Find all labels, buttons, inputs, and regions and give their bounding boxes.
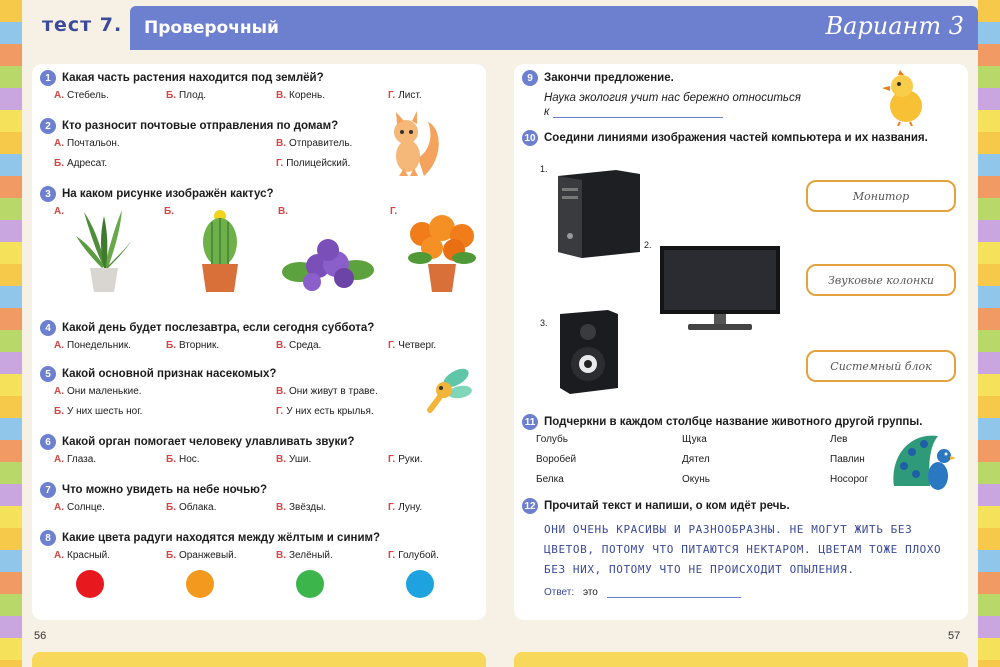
question-number: 10	[522, 130, 538, 146]
answer-option[interactable]: Б. Плод.	[166, 90, 207, 101]
image-option-violets[interactable]: В.	[278, 206, 378, 296]
question-text: Подчеркни в каждом столбце название животного другой группы.	[544, 416, 923, 428]
question-number: 8	[40, 530, 56, 546]
question-text: Какой день будет послезавтра, если сегодня суббота?	[62, 322, 375, 334]
answer-option[interactable]: В. Отправитель.	[276, 138, 353, 149]
orange-flowers-icon	[390, 206, 490, 296]
answer-option[interactable]: А. Понедельник.	[54, 340, 131, 351]
question-text: Прочитай текст и напиши, о ком идёт речь.	[544, 500, 790, 512]
chick-icon	[880, 70, 930, 126]
question-text: Соедини линиями изображения частей компьютера и их названия.	[544, 132, 928, 144]
answer-option[interactable]: Г. Луну.	[388, 502, 423, 513]
answer-line[interactable]	[607, 586, 741, 598]
answer-prefix: это	[582, 587, 598, 598]
question-6	[40, 434, 478, 470]
bottom-bar-left	[32, 652, 486, 667]
answer-option[interactable]: Г. Лист.	[388, 90, 422, 101]
read-text-line: ОНИ ОЧЕНЬ КРАСИВЫ И РАЗНООБРАЗНЫ. НЕ МОГУТ ЖИТЬ БЕЗ	[544, 523, 913, 536]
answer-line[interactable]	[553, 106, 723, 118]
animal-word[interactable]: Воробей	[536, 454, 577, 465]
question-12	[522, 498, 960, 514]
animal-word[interactable]: Голубь	[536, 434, 568, 445]
answer-option[interactable]: В. Корень.	[276, 90, 326, 101]
question-text: Какой основной признак насекомых?	[62, 368, 277, 380]
answer-row	[544, 586, 741, 598]
question-number: 11	[522, 414, 538, 430]
question-text: Какой орган помогает человеку улавливать звуки?	[62, 436, 355, 448]
label-box-system-unit[interactable]: Системный блок	[806, 350, 956, 382]
question-number: 7	[40, 482, 56, 498]
image-number: 2.	[644, 240, 652, 250]
color-dot-green[interactable]	[296, 570, 324, 598]
animal-word[interactable]: Лев	[830, 434, 848, 445]
left-panel	[32, 64, 486, 620]
answer-option[interactable]: В. Они живут в траве.	[276, 386, 378, 397]
image-number: 1.	[540, 164, 548, 174]
read-text	[544, 520, 948, 580]
question-number: 6	[40, 434, 56, 450]
label-box-speakers[interactable]: Звуковые колонки	[806, 264, 956, 296]
question-4	[40, 320, 478, 356]
page-number-right: 57	[948, 630, 961, 642]
right-panel	[514, 64, 968, 620]
question-text: Закончи предложение.	[544, 72, 674, 84]
speaker-icon[interactable]	[556, 308, 622, 394]
sentence-text: Наука экология учит нас бережно относиться	[544, 92, 801, 104]
animal-word[interactable]: Щука	[682, 434, 707, 445]
violets-icon	[278, 206, 378, 296]
image-number: 3.	[540, 318, 548, 328]
answer-option[interactable]: А. Солнце.	[54, 502, 105, 513]
peacock-icon	[890, 426, 958, 494]
question-text: Какая часть растения находится под землёй?	[62, 72, 324, 84]
question-number: 3	[40, 186, 56, 202]
decorative-stripe-left	[0, 0, 22, 667]
animal-word[interactable]: Павлин	[830, 454, 865, 465]
cactus-icon	[164, 206, 264, 296]
answer-option[interactable]: Г. Полицейский.	[276, 158, 351, 169]
question-number: 12	[522, 498, 538, 514]
answer-option[interactable]: А. Глаза.	[54, 454, 97, 465]
question-5	[40, 366, 478, 422]
snake-plant-icon	[54, 206, 154, 296]
answer-option[interactable]: В. Звёзды.	[276, 502, 327, 513]
answer-option[interactable]: В. Уши.	[276, 454, 312, 465]
animal-word[interactable]: Белка	[536, 474, 564, 485]
answer-option[interactable]: А. Стебель.	[54, 90, 109, 101]
question-text: Что можно увидеть на небе ночью?	[62, 484, 268, 496]
image-option-orange-flowers[interactable]: Г.	[390, 206, 490, 296]
answer-option[interactable]: Г. Руки.	[388, 454, 423, 465]
read-text-line: БЕЗ НИХ, ПОТОМУ ЧТО НЕ ПРОИСХОДИТ ОПЫЛЕНИЯ.	[544, 563, 855, 576]
answer-option[interactable]: Б. Облака.	[166, 502, 217, 513]
header-variant: Вариант 3	[825, 12, 964, 40]
squirrel-icon	[384, 108, 444, 180]
answer-option[interactable]: Б. У них шесть ног.	[54, 406, 143, 417]
answer-option[interactable]: Б. Оранжевый.	[166, 550, 237, 561]
answer-option[interactable]: В. Зелёный.	[276, 550, 333, 561]
color-dot-red[interactable]	[76, 570, 104, 598]
decorative-stripe-right	[978, 0, 1000, 667]
page-header	[22, 6, 978, 50]
image-option-snake-plant[interactable]: А.	[54, 206, 154, 296]
question-number: 4	[40, 320, 56, 336]
label-box-monitor[interactable]: Монитор	[806, 180, 956, 212]
answer-option[interactable]: А. Они маленькие.	[54, 386, 142, 397]
sentence-prefix: к	[544, 106, 550, 118]
answer-option[interactable]: В. Среда.	[276, 340, 322, 351]
animal-word[interactable]: Носорог	[830, 474, 869, 485]
question-3	[40, 186, 478, 296]
answer-option[interactable]: Б. Вторник.	[166, 340, 220, 351]
question-7	[40, 482, 478, 518]
question-text: Какие цвета радуги находятся между жёлтым и синим?	[62, 532, 381, 544]
animal-word[interactable]: Окунь	[682, 474, 710, 485]
answer-label: Ответ:	[544, 587, 575, 598]
question-text: На каком рисунке изображён кактус?	[62, 188, 274, 200]
header-title: Проверочный	[144, 18, 279, 38]
question-number: 9	[522, 70, 538, 86]
header-bar	[130, 6, 978, 50]
question-8	[40, 530, 478, 566]
image-option-cactus[interactable]: Б.	[164, 206, 264, 296]
test-label: тест 7.	[42, 14, 123, 36]
answer-option[interactable]: Б. Адресат.	[54, 158, 108, 169]
system-unit-icon[interactable]	[554, 168, 644, 258]
answer-option[interactable]: Г. У них есть крылья.	[276, 406, 374, 417]
answer-option[interactable]: Г. Голубой.	[388, 550, 439, 561]
color-dot-blue[interactable]	[406, 570, 434, 598]
monitor-icon[interactable]	[658, 244, 782, 334]
page-number-left: 56	[34, 630, 47, 642]
question-10	[522, 130, 960, 146]
question-number: 1	[40, 70, 56, 86]
answer-option[interactable]: Б. Нос.	[166, 454, 200, 465]
dragonfly-icon	[420, 364, 474, 418]
animal-word[interactable]: Дятел	[682, 454, 710, 465]
answer-option[interactable]: Г. Четверг.	[388, 340, 437, 351]
question-text: Кто разносит почтовые отправления по домам?	[62, 120, 339, 132]
question-1	[40, 70, 478, 106]
read-text-line: ЦВЕТОВ, ПОТОМУ ЧТО ПИТАЮТСЯ НЕКТАРОМ. ЦВЕТАМ ТОЖЕ ПЛОХО	[544, 543, 942, 556]
color-dot-orange[interactable]	[186, 570, 214, 598]
bottom-bar-right	[514, 652, 968, 667]
question-number: 2	[40, 118, 56, 134]
answer-option[interactable]: А. Почтальон.	[54, 138, 120, 149]
question-number: 5	[40, 366, 56, 382]
answer-option[interactable]: А. Красный.	[54, 550, 111, 561]
